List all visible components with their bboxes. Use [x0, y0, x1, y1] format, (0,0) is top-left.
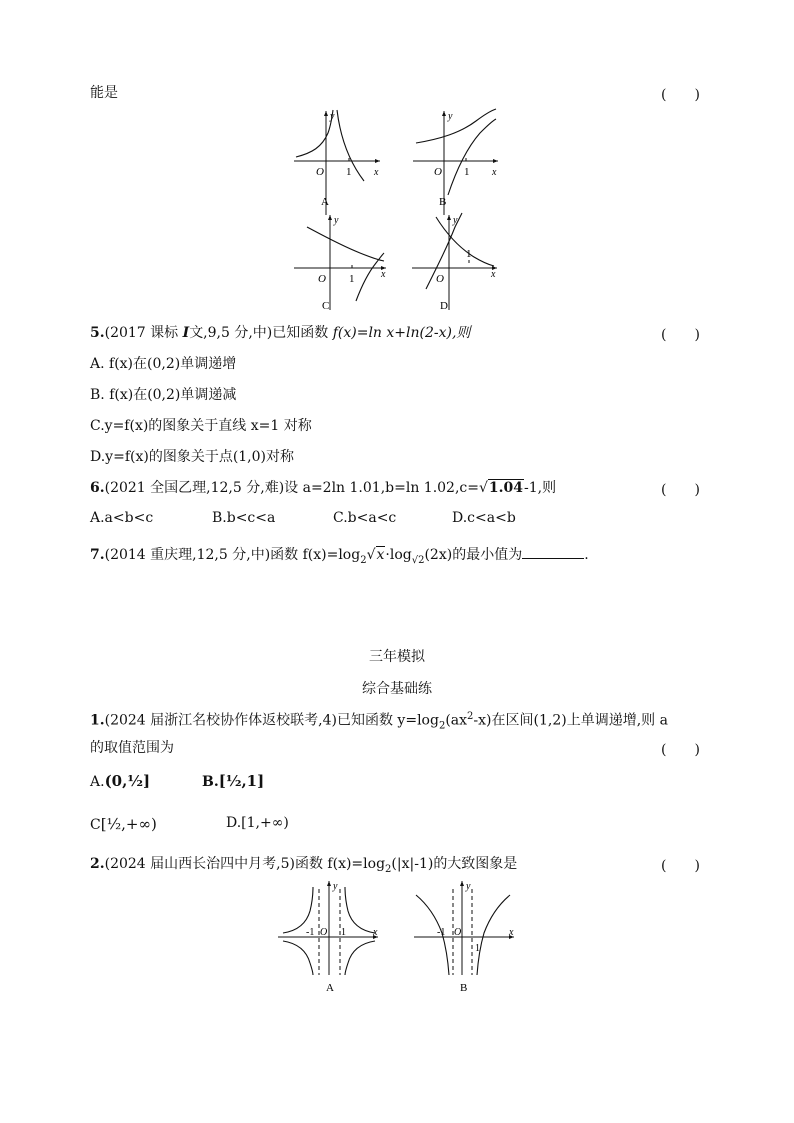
answer-paren-q4: ( )	[661, 87, 700, 103]
q7-mid: ·log	[385, 547, 412, 563]
q6-option-a: A.a<b<c	[90, 510, 154, 526]
q5-roman: Ⅰ	[182, 325, 190, 341]
q6-number: 6.	[90, 480, 105, 496]
m2-b-axis-y: y	[466, 881, 471, 892]
m1-option-c-label: C	[90, 817, 101, 833]
answer-paren-q6: ( )	[661, 482, 700, 498]
m1-text3: -x)在区间(1,2)上单调递增,则 a	[473, 712, 668, 729]
graph-d	[412, 213, 497, 312]
m1-option-b-label: B.	[202, 774, 219, 790]
q7-sub2: √2	[411, 554, 425, 566]
q5-number: 5.	[90, 325, 105, 341]
graph-b	[413, 109, 498, 215]
m2-label-a: A	[326, 982, 334, 994]
origin-c: O	[318, 273, 326, 285]
m1-option-c-value: [½,+∞)	[100, 815, 157, 833]
q6-text: (2021 全国乙理,12,5 分,难)设 a=2ln 1.01,b=ln 1.02,c=	[104, 480, 479, 496]
axis-x-c: x	[381, 269, 386, 280]
graph-c	[294, 215, 386, 312]
intro-text: 能是	[90, 85, 118, 101]
m1-option-b-value: [½,1]	[218, 772, 265, 790]
q5-source: (2017 课标	[104, 325, 179, 341]
q5-function: f(x)=ln x+ln(2-x),则	[332, 325, 471, 341]
q7-end: (2x)的最小值为	[424, 547, 523, 563]
q6-option-b: B.b<c<a	[212, 510, 276, 526]
axis-y-c: y	[334, 215, 339, 226]
q5-option-c: C.y=f(x)的图象关于直线 x=1 对称	[90, 418, 312, 434]
section-subtitle: 综合基础练	[362, 681, 432, 697]
q7-number: 7.	[90, 547, 105, 563]
m2-a-axis-x: x	[373, 927, 378, 938]
one-c: 1	[349, 273, 355, 285]
answer-paren-m1: ( )	[661, 742, 700, 758]
m2-number: 2.	[90, 856, 105, 872]
m2-label-b: B	[460, 982, 468, 994]
m1-text2: (ax	[445, 712, 468, 729]
m2-a-axis-y: y	[333, 881, 338, 892]
m2-text: (2024 届山西长治四中月考,5)函数 f(x)=log	[104, 856, 386, 872]
axis-y-d: y	[453, 215, 458, 226]
m1-option-d: D.[1,+∞)	[226, 815, 289, 831]
q6-option-d: D.c<a<b	[452, 510, 516, 526]
m2-b-one: 1	[475, 943, 480, 954]
m2-graph-b	[414, 881, 514, 994]
m2-b-neg1: -1	[437, 927, 446, 938]
axis-x-b: x	[492, 167, 497, 178]
q7-text: (2014 重庆理,12,5 分,中)函数 f(x)=log	[104, 547, 361, 563]
m1-text: (2024 届浙江名校协作体返校联考,4)已知函数 y=log	[104, 712, 439, 729]
m1-option-b	[202, 772, 264, 790]
answer-paren-m2: ( )	[661, 858, 700, 874]
m1-stem	[90, 708, 668, 735]
axis-y-b: y	[448, 111, 453, 122]
axis-x-d: x	[491, 269, 496, 280]
m1-option-c	[90, 815, 157, 833]
m2-text2: (|x|-1)的大致图象是	[391, 856, 518, 872]
m2-graphs	[0, 875, 794, 1005]
q6-stem	[90, 479, 556, 497]
section-title: 三年模拟	[369, 649, 425, 665]
q7-sub1: 2	[360, 554, 367, 566]
sqrt-icon: √	[478, 480, 488, 496]
origin-b: O	[434, 166, 442, 178]
q5-option-b: B. f(x)在(0,2)单调递减	[90, 387, 237, 403]
axis-y-a: y	[330, 111, 335, 122]
label-a: A	[321, 196, 329, 208]
one-a: 1	[346, 166, 352, 178]
answer-blank[interactable]	[522, 546, 584, 559]
q7-period: .	[584, 547, 589, 563]
q5-option-a: A. f(x)在(0,2)单调递增	[90, 356, 237, 372]
m1-option-a	[90, 772, 150, 790]
m2-a-origin: O	[320, 927, 328, 938]
label-c: C	[322, 300, 330, 312]
origin-a: O	[316, 166, 324, 178]
q5-stem	[90, 324, 470, 342]
m2-b-origin: O	[454, 927, 462, 938]
q5-option-d: D.y=f(x)的图象关于点(1,0)对称	[90, 449, 295, 465]
q6-text-end: -1,则	[524, 480, 557, 496]
m1-number: 1.	[90, 712, 105, 729]
q5-source-mid: 文,9,5 分,中)已知函数	[189, 325, 333, 341]
label-d: D	[440, 300, 448, 312]
q7-sqrt-x: x	[376, 547, 385, 563]
m2-a-one: 1	[341, 927, 346, 938]
graph-a	[294, 110, 380, 215]
m1-sub: 2	[438, 720, 446, 732]
q7-stem	[90, 546, 589, 570]
m2-a-neg1: -1	[306, 927, 315, 938]
q6-sqrt-value: 1.04	[488, 480, 524, 496]
q6-option-c: C.b<a<c	[333, 510, 397, 526]
m2-graph-a	[278, 881, 378, 994]
axis-x-a: x	[374, 167, 379, 178]
label-b: B	[439, 196, 447, 208]
m2-b-axis-x: x	[509, 927, 514, 938]
m1-sup: 2	[467, 711, 474, 722]
m1-option-a-label: A.	[90, 774, 105, 790]
one-d: 1	[466, 248, 472, 260]
m2-sub: 2	[385, 863, 392, 875]
q4-graphs	[0, 105, 794, 325]
m1-line2: 的取值范围为	[90, 740, 174, 756]
sqrt-icon: √	[366, 547, 376, 563]
answer-paren-q5: ( )	[661, 327, 700, 343]
origin-d: O	[436, 273, 444, 285]
one-b: 1	[464, 166, 470, 178]
m1-option-a-value: (0,½]	[104, 772, 151, 790]
